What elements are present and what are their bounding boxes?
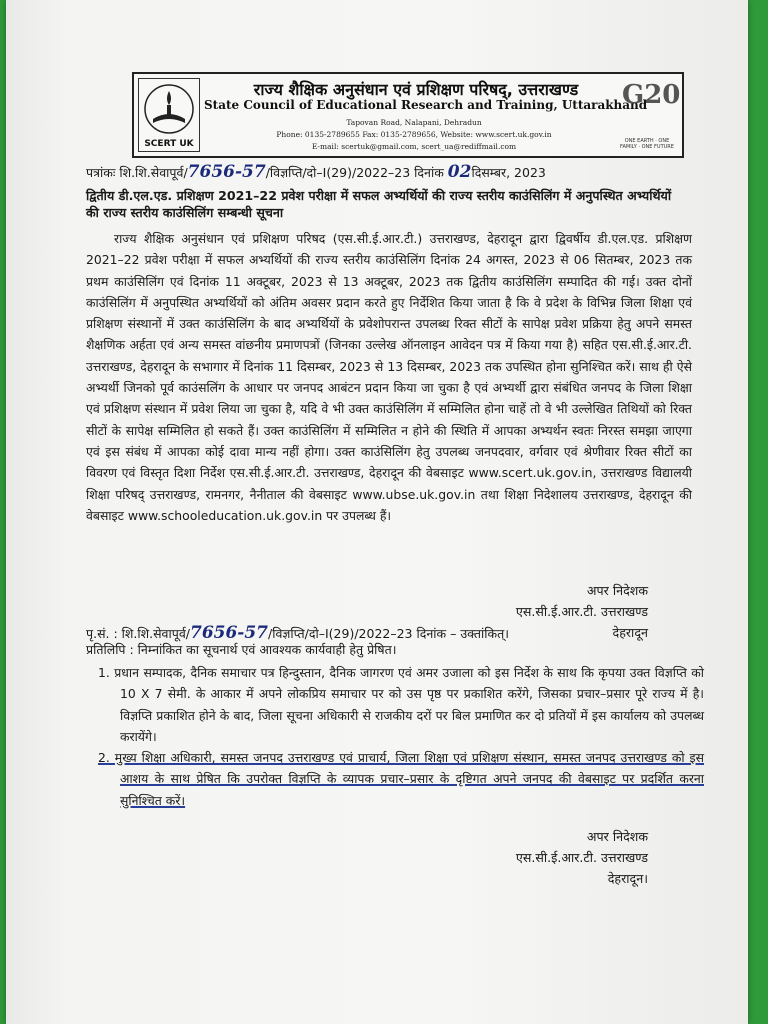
ref2-prefix: पृ.सं. : शि.शि.सेवापूर्व/ (86, 626, 190, 641)
copy-to-list (98, 662, 704, 811)
body-text: राज्य शैक्षिक अनुसंधान एवं प्रशिक्षण परिषद (एस.सी.ई.आर.टी.) उत्तराखण्ड, देहरादून द्वारा द्विवर्षीय डी.एल.एड. प्रशिक्षण 2021–22 प्रवेश परीक्षा में सफल अभ्यर्थियों की राज्य स्तरीय काउंसिलिंग दिनांक 24 अगस्त, 2023 से 06 सितम्बर, 2023 तक प्रथम काउंसिलिंग एवं दिनांक 11 अक्टूबर, 2023 से 13 अक्टूबर, 2023 तक द्वितीय काउंसिलिंग सम्पादित की गई। उक्त दोनों काउंसिलिंग में अनुपस्थित अभ्यर्थियों को अंतिम अवसर प्रदान करते हुए निर्देशित किया जाता है कि वे प्रदेश के विभिन्न जिला शिक्षा एवं प्रशिक्षण संस्थानों में उक्त काउंसिलिंग के बाद अभ्यर्थियों के प्रवेशोपरान्त उपलब्ध रिक्त सीटों के सापेक्ष प्रवेश प्रक्रिया हेतु अपने समस्त शैक्षणिक अर्हता एवं अन्य समस्त वांछनीय प्रमाणपत्रों (जिनका उल्लेख ऑनलाइन आवेदन पत्र में किया गया है) सहित एस.सी.ई.आर.टी. उत्तराखण्ड, देहरादून के सभागार में दिनांक 11 दिसम्बर, 2023 से 13 दिसम्बर, 2023 तक उपस्थित होना सुनिश्चित करें। साथ ही ऐसे अभ्यर्थी जिनको पूर्व काउंसलिंग के आधार पर जनपद आबंटन प्रदान किया जा चुका है एवं अभ्यर्थी द्वारा संबंधित जनपद के जिला शिक्षा एवं प्रशिक्षण संस्थान में प्रवेश लिया जा चुका है, यदि वे भी उक्त काउंसिलिंग में सम्मिलित होना चाहें तो वे भी उल्लेखित तिथियों को रिक्त सीटों के सापेक्ष सम्मिलित हो सकते हैं। उक्त काउंसिलिंग में सम्मिलित न होने की स्थिति में आपका अभ्यर्थन स्वतः निरस्त समझा जाएगा एवं इस संबंध में आपका कोई दावा मान्य नहीं होगा। उक्त काउंसिलिंग हेतु उपलब्ध जनपदवार, वर्गवार एवं श्रेणीवार रिक्त सीटों का विवरण एवं विस्तृत दिशा निर्देश एस.सी.ई.आर.टी. उत्तराखण्ड, देहरादून की वेबसाइट www.scert.uk.gov.in, उत्तराखण्ड विद्यालयी शिक्षा परिषद् उत्तराखण्ड, रामनगर, नैनीताल की वेबसाइट www.ubse.uk.gov.in तथा शिक्षा निदेशालय उत्तराखण्ड, देहरादून की वेबसाइट www.schooleducation.uk.gov.in पर उपलब्ध हैं। (86, 231, 692, 523)
logo-label: SCERT UK (144, 139, 194, 149)
signature-block-1 (516, 580, 648, 643)
copy-to-line: प्रतिलिपि : निम्नांकित का सूचनार्थ एवं आवश्यक कार्यवाही हेतु प्रेषित। (86, 642, 397, 657)
org-phone: Phone: 0135-2789655 Fax: 0135-2789656, Website: www.scert.uk.gov.in (276, 130, 552, 139)
org-address: Tapovan Road, Nalapani, Dehradun (346, 118, 482, 127)
document-page (6, 0, 748, 1024)
org-title-hindi: राज्य शैक्षिक अनुसंधान एवं प्रशिक्षण परिषद्, उत्तराखण्ड (253, 80, 579, 99)
org-email: E-mail: scertuk@gmail.com, scert_ua@rediffmail.com (311, 142, 517, 151)
reference-line (86, 162, 686, 182)
subject-heading: द्वितीय डी.एल.एड. प्रशिक्षण 2021–22 प्रवेश परीक्षा में सफल अभ्यर्थियों की राज्य स्तरीय काउंसिलिंग में अनुपस्थित अभ्यर्थियों की राज्य स्तरीय काउंसिलिंग सम्बन्धी सूचना (86, 188, 672, 220)
lamp-book-icon (139, 79, 199, 139)
g20-tagline: ONE EARTH · ONE FAMILY · ONE FUTURE (620, 138, 674, 150)
org-title-english: State Council of Educational Research and Training, Uttarakhand (204, 98, 648, 112)
notice-body (86, 228, 692, 526)
signature-block-2 (516, 826, 648, 889)
ref-suffix: /विज्ञप्ति/दो–I(29)/2022–23 दिनांक (265, 165, 444, 180)
sign1-place: देहरादून (612, 625, 648, 640)
sign1-designation: अपर निदेशक (586, 583, 648, 598)
ref-day-handwritten: 02 (447, 162, 472, 182)
ref2-number-handwritten: 7656-57 (189, 623, 269, 643)
ref-prefix: पत्रांकः शि.शि.सेवापूर्व/ (86, 165, 188, 180)
list-item: 1. प्रधान सम्पादक, दैनिक समाचार पत्र हिन्दुस्तान, दैनिक जागरण एवं अमर उजाला को इस निर्देश के साथ कि कृपया उक्त विज्ञप्ति को 10 X 7 सेमी. के आकार में अपने लोकप्रिय समाचार पर को उस पृष्ठ पर प्रकाशित करेंगे, जिसका प्रचार–प्रसार पूरे राज्य में है। विज्ञप्ति प्रकाशित होने के बाद, जिला सूचना अधिकारी से राजकीय दरों पर बिल प्रमाणित कर दो प्रतियों में इस कार्यालय को उपलब्ध करायेंगे। (98, 665, 704, 744)
scert-logo (138, 78, 200, 152)
g20-text: G20 (622, 80, 681, 110)
sign2-place: देहरादून। (607, 871, 648, 886)
sign1-office: एस.सी.ई.आर.टी. उत्तराखण्ड (515, 604, 648, 619)
ref-date: दिसम्बर, 2023 (471, 165, 546, 180)
endorsement-reference (86, 623, 509, 643)
ref-number-handwritten: 7656-57 (187, 162, 266, 182)
list-item: 2. मुख्य शिक्षा अधिकारी, समस्त जनपद उत्तराखण्ड एवं प्राचार्य, जिला शिक्षा एवं प्रशिक्षण संस्थान, समस्त जनपद उत्तराखण्ड को इस आशय के साथ प्रेषित कि उपरोक्त विज्ञप्ति के व्यापक प्रचार–प्रसार के दृष्टिगत अपने जनपद की वेबसाइट पर प्रदर्शित करना सुनिश्चित करें। (98, 750, 704, 808)
letterhead (132, 72, 684, 158)
sign2-office: एस.सी.ई.आर.टी. उत्तराखण्ड (515, 850, 648, 865)
g20-logo (616, 78, 681, 152)
ref2-suffix: /विज्ञप्ति/दो–I(29)/2022–23 दिनांक – उक्तांकित्। (268, 626, 509, 641)
sign2-designation: अपर निदेशक (586, 829, 648, 844)
